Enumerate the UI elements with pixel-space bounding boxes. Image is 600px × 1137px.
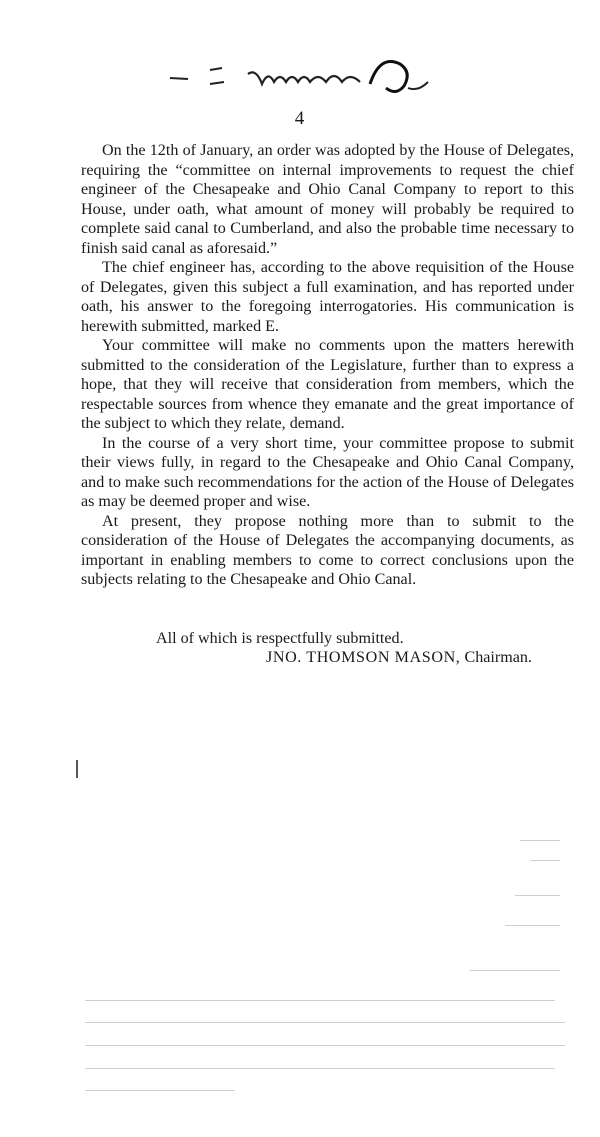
paragraph-order-adopted: On the 12th of January, an order was adopted by the House of Delegates, requiring the “committee on internal improvements to request the chief engineer of the Chesapeake and Ohio Canal Company to report to this House, under oath, what amount of money will probably be required to complete said canal to Cumberland, and also the probable time necessary to finish said canal as aforesaid.” xyxy=(81,142,574,257)
paragraph-no-comments: Your committee will make no comments upon the matters herewith submitted to the consideration of the Legislature, further than to express a hope, that they will receive that consideration from members, which the respectable sources from whence they emanate and the great importance of the subject to which they relate, demand. xyxy=(81,337,574,432)
paragraph-at-present: At present, they propose nothing more than to submit to the consideration of the House of Delegates the accompanying documents, as important in enabling members to come to correct conclusions upon the subjects relating to the Chesapeake and Ohio Canal. xyxy=(81,512,574,588)
signature-name: JNO. THOMSON MASON, xyxy=(266,649,461,666)
signature-title: Chairman. xyxy=(464,649,532,666)
closing-line: All of which is respectfully submitted. xyxy=(156,630,404,647)
paragraph-chief-engineer: The chief engineer has, according to the above requisition of the House of Delegates, given this subject a full examination, and has reported under oath, his answer to the foregoing interrogatories. His communication is herewith submitted, marked E. xyxy=(81,259,574,335)
page-number: 4 xyxy=(294,108,306,129)
paragraph-short-time: In the course of a very short time, your committee propose to submit their views fully, in regard to the Chesapeake and Ohio Canal Company, and to make such recommendations for the action of the House of Delegates as may be deemed proper and wise. xyxy=(81,434,574,510)
